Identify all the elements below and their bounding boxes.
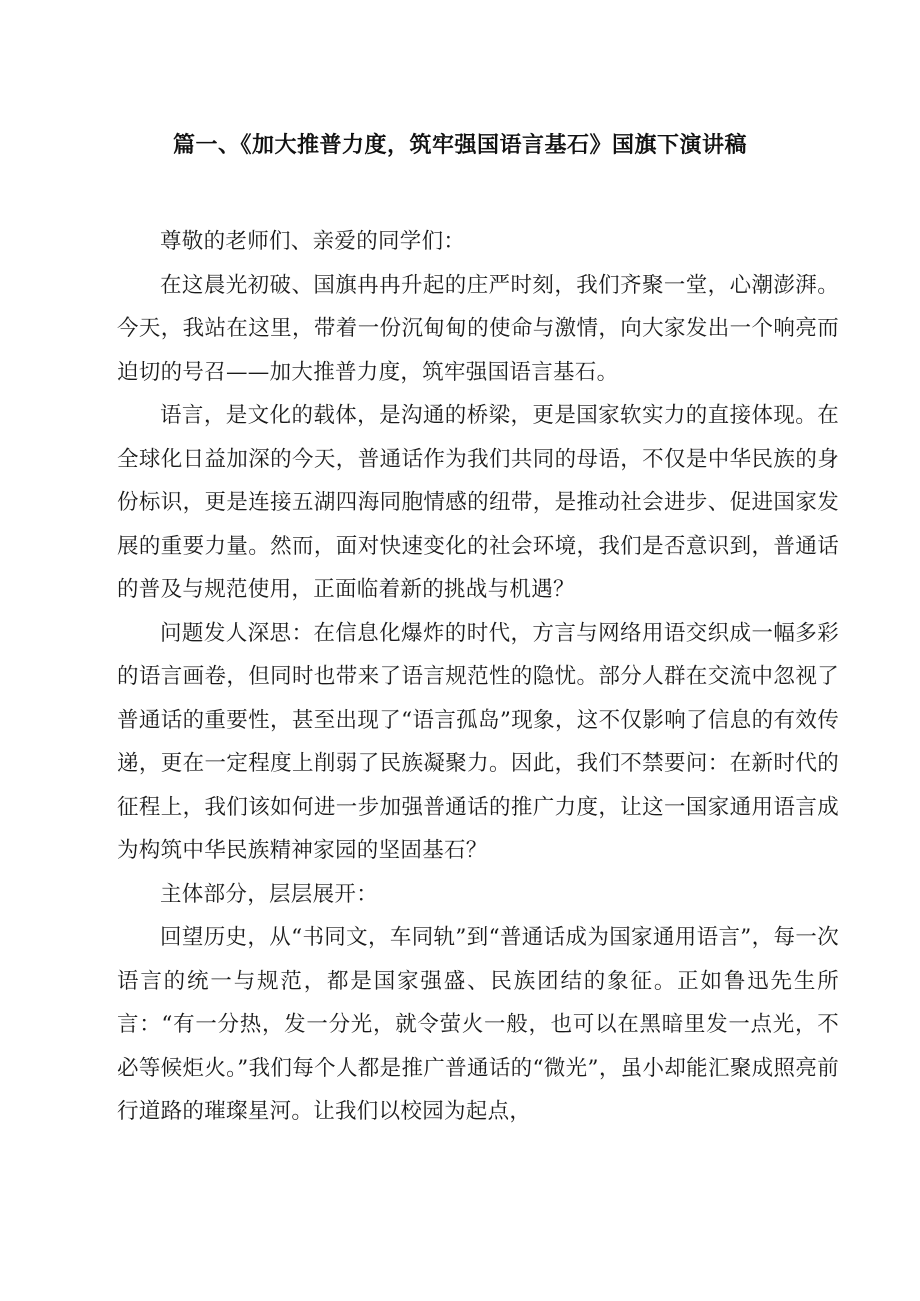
paragraph-opening: 在这晨光初破、国旗冉冉升起的庄严时刻，我们齐聚一堂，心潮澎湃。今天，我站在这里，带着一份沉甸甸的使命与激情，向大家发出一个响亮而迫切的号召——加大推普力度，筑牢强国语言基石。 <box>117 272 839 385</box>
paragraph-language-importance: 语言，是文化的载体，是沟通的桥梁，更是国家软实力的直接体现。在全球化日益加深的今天，普通话作为我们共同的母语，不仅是中华民族的身份标识，更是连接五湖四海同胞情感的纽带，是推动社会进步、促进国家发展的重要力量。然而，面对快速变化的社会环境，我们是否意识到，普通话的普及与规范使用，正面临着新的挑战与机遇？ <box>117 403 839 602</box>
paragraph-problem: 问题发人深思：在信息化爆炸的时代，方言与网络用语交织成一幅多彩的语言画卷，但同时也带来了语言规范性的隐忧。部分人群在交流中忽视了普通话的重要性，甚至出现了“语言孤岛”现象，这不仅影响了信息的有效传递，更在一定程度上削弱了民族凝聚力。因此，我们不禁要问：在新时代的征程上，我们该如何进一步加强普通话的推广力度，让这一国家通用语言成为构筑中华民族精神家园的坚固基石？ <box>117 620 839 863</box>
speech-body <box>117 220 839 1134</box>
paragraph-history: 回望历史，从“书同文，车同轨”到“普通话成为国家通用语言”，每一次语言的统一与规范，都是国家强盛、民族团结的象征。正如鲁迅先生所言：“有一分热，发一分光，就令萤火一般，也可以在黑暗里发一点光，不必等候炬火。”我们每个人都是推广普通话的“微光”，虽小却能汇聚成照亮前行道路的璀璨星河。让我们以校园为起点， <box>117 925 839 1124</box>
page-title: 篇一、《加大推普力度，筑牢强国语言基石》国旗下演讲稿 <box>172 133 747 158</box>
paragraph-salutation: 尊敬的老师们、亲爱的同学们： <box>160 229 466 254</box>
paragraph-main-heading: 主体部分，层层展开： <box>160 881 379 907</box>
